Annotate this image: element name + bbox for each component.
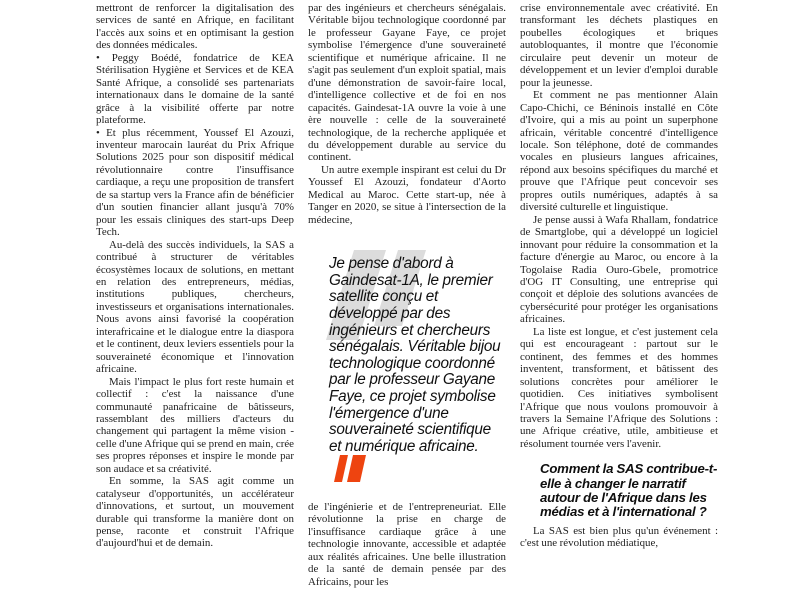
paragraph: Je pense aussi à Wafa Rhallam, fondatrice de Smartglobe, qui a développé un logiciel innovant pour réduire la consommation et la facture d'énergie au Maroc, ou encore à la Togolaise Radia Ouro-Gbele, promotrice d'OG IT Consulting, une entreprise qui conçoit et déploie des solutions avancées de cybersécurité pour protéger les organisations africaines. xyxy=(520,213,718,326)
article-column-2 xyxy=(308,2,506,588)
paragraph: Mais l'impact le plus fort reste humain et collectif : c'est la naissance d'une communauté panafricaine de bâtisseurs, rassemblant des milliers d'acteurs du changement qui partagent la même vision - celle d'une Afrique qui se prend en main, crée ses propres réponses et inspire le monde par son audace et sa créativité. xyxy=(96,375,294,475)
paragraph: En somme, la SAS agit comme un catalyseur d'opportunités, un accélérateur d'innovations, et surtout, un mouvement durable qui transforme la manière dont on pense, raconte et construit l'Afrique d'aujourd'hui et de demain. xyxy=(96,475,294,550)
paragraph: • Et plus récemment, Youssef El Azouzi, inventeur marocain lauréat du Prix Afrique Solutions 2025 pour son dispositif médical révolutionnaire contre l'insuffisance cardiaque, a reçu une proposition de transfert de sa startup vers la France afin de bénéficier d'un soutien financier allant jusqu'à 70% pour les essais cliniques des start-ups Deep Tech. xyxy=(96,126,294,239)
paragraph: • Peggy Boédé, fondatrice de KEA Stérilisation Hygiène et Services et de KEA Santé Afrique, a consolidé ses partenariats internationaux dans le domaine de la santé grâce à la visibilité offerte par notre plateforme. xyxy=(96,51,294,127)
article-column-3 xyxy=(520,2,718,588)
column-3-bottom-text xyxy=(520,525,718,550)
interview-question-heading: Comment la SAS contribue-t-elle à changer le narratif autour de l'Afrique dans les médias et à l'international ? xyxy=(540,461,718,520)
paragraph: Un autre exemple inspirant est celui du Dr Youssef El Azouzi, fondateur d'Aorto Medical au Maroc. Cette start-up, née à Tanger en 2020, se situe à l'intersection de la médecine, xyxy=(308,163,506,226)
article-column-1 xyxy=(96,2,294,588)
column-2-top-text xyxy=(308,2,506,226)
paragraph: mettront de renforcer la digitalisation des services de santé en Afrique, en facilitant l'accès aux soins et en optimisant la gestion des données médicales. xyxy=(96,2,294,52)
pull-quote xyxy=(329,256,506,487)
column-2-bottom-text xyxy=(308,501,506,588)
paragraph: par des ingénieurs et chercheurs sénégalais. Véritable bijou technologique coordonné par le professeur Gayane Faye, ce projet symbolise l'émergence d'une souveraineté scientifique et numérique africaine. Il ne s'agit pas seulement d'un exploit spatial, mais d'une démonstration de savoir-faire local, d'intelligence collective et de foi en nos capacités. Gaindesat-1A ouvre la voie à une ère nouvelle : celle de la souveraineté technologique, de la recherche appliquée et du développement durable au service du continent. xyxy=(308,2,506,164)
paragraph: La liste est longue, et c'est justement cela qui est encourageant : partout sur le continent, des femmes et des hommes inventent, transforment, et bâtissent des solutions concrètes pour améliorer le quotidien. Ces initiatives symbolisent l'Afrique que nous voulons promouvoir à travers la Semaine l'Afrique des Solutions : une Afrique créative, utile, ambitieuse et résolument tournée vers l'avenir. xyxy=(520,325,718,450)
column-3-top-text xyxy=(520,2,718,450)
paragraph: La SAS est bien plus qu'un événement : c'est une révolution médiatique, xyxy=(520,524,718,549)
paragraph: crise environnementale avec créativité. En transformant les déchets plastiques en poubelles écologiques et briques autobloquantes, il montre que l'économie circulaire peut devenir un moteur de développement et un levier d'emploi durable pour la jeunesse. xyxy=(520,2,718,89)
article-page xyxy=(96,2,718,588)
paragraph: de l'ingénierie et de l'entrepreneuriat. Elle révolutionne la prise en charge de l'insuffisance cardiaque grâce à une technologie innovante, accessible et adaptée aux réalités africaines. Une belle illustration de la santé de demain pensée par des Africains, pour les xyxy=(308,500,506,588)
paragraph: Et comment ne pas mentionner Alain Capo-Chichi, ce Béninois installé en Côte d'Ivoire, qui a mis au point un superphone africain, véritable concentré d'intelligence locale. Son téléphone, doté de commandes vocales en plusieurs langues africaines, répond aux besoins spécifiques du marché et prouve que l'Afrique peut concevoir ses propres outils numériques, adaptés à sa diversité culturelle et linguistique. xyxy=(520,89,718,214)
pull-quote-text: Je pense d'abord à Gaindesat-1A, le premier satellite conçu et développé par des ingénieurs et chercheurs sénégalais. Véritable bijou technologique coordonné par le professeur Gayane Faye, ce projet symbolise l'émergence d'une souveraineté scientifique et numérique africaine. xyxy=(329,255,501,455)
paragraph: Au-delà des succès individuels, la SAS a contribué à structurer de véritables écosystèmes locaux de solutions, en mettant en relation des entrepreneurs, médias, institutions publiques, chercheurs, investisseurs et organisations internationales. Nous avons ainsi favorisé la coopération interafricaine et le dialogue entre la diaspora et le continent, deux leviers essentiels pour la souveraineté économique et l'innovation africaine. xyxy=(96,238,294,376)
close-quote-icon xyxy=(334,455,366,487)
